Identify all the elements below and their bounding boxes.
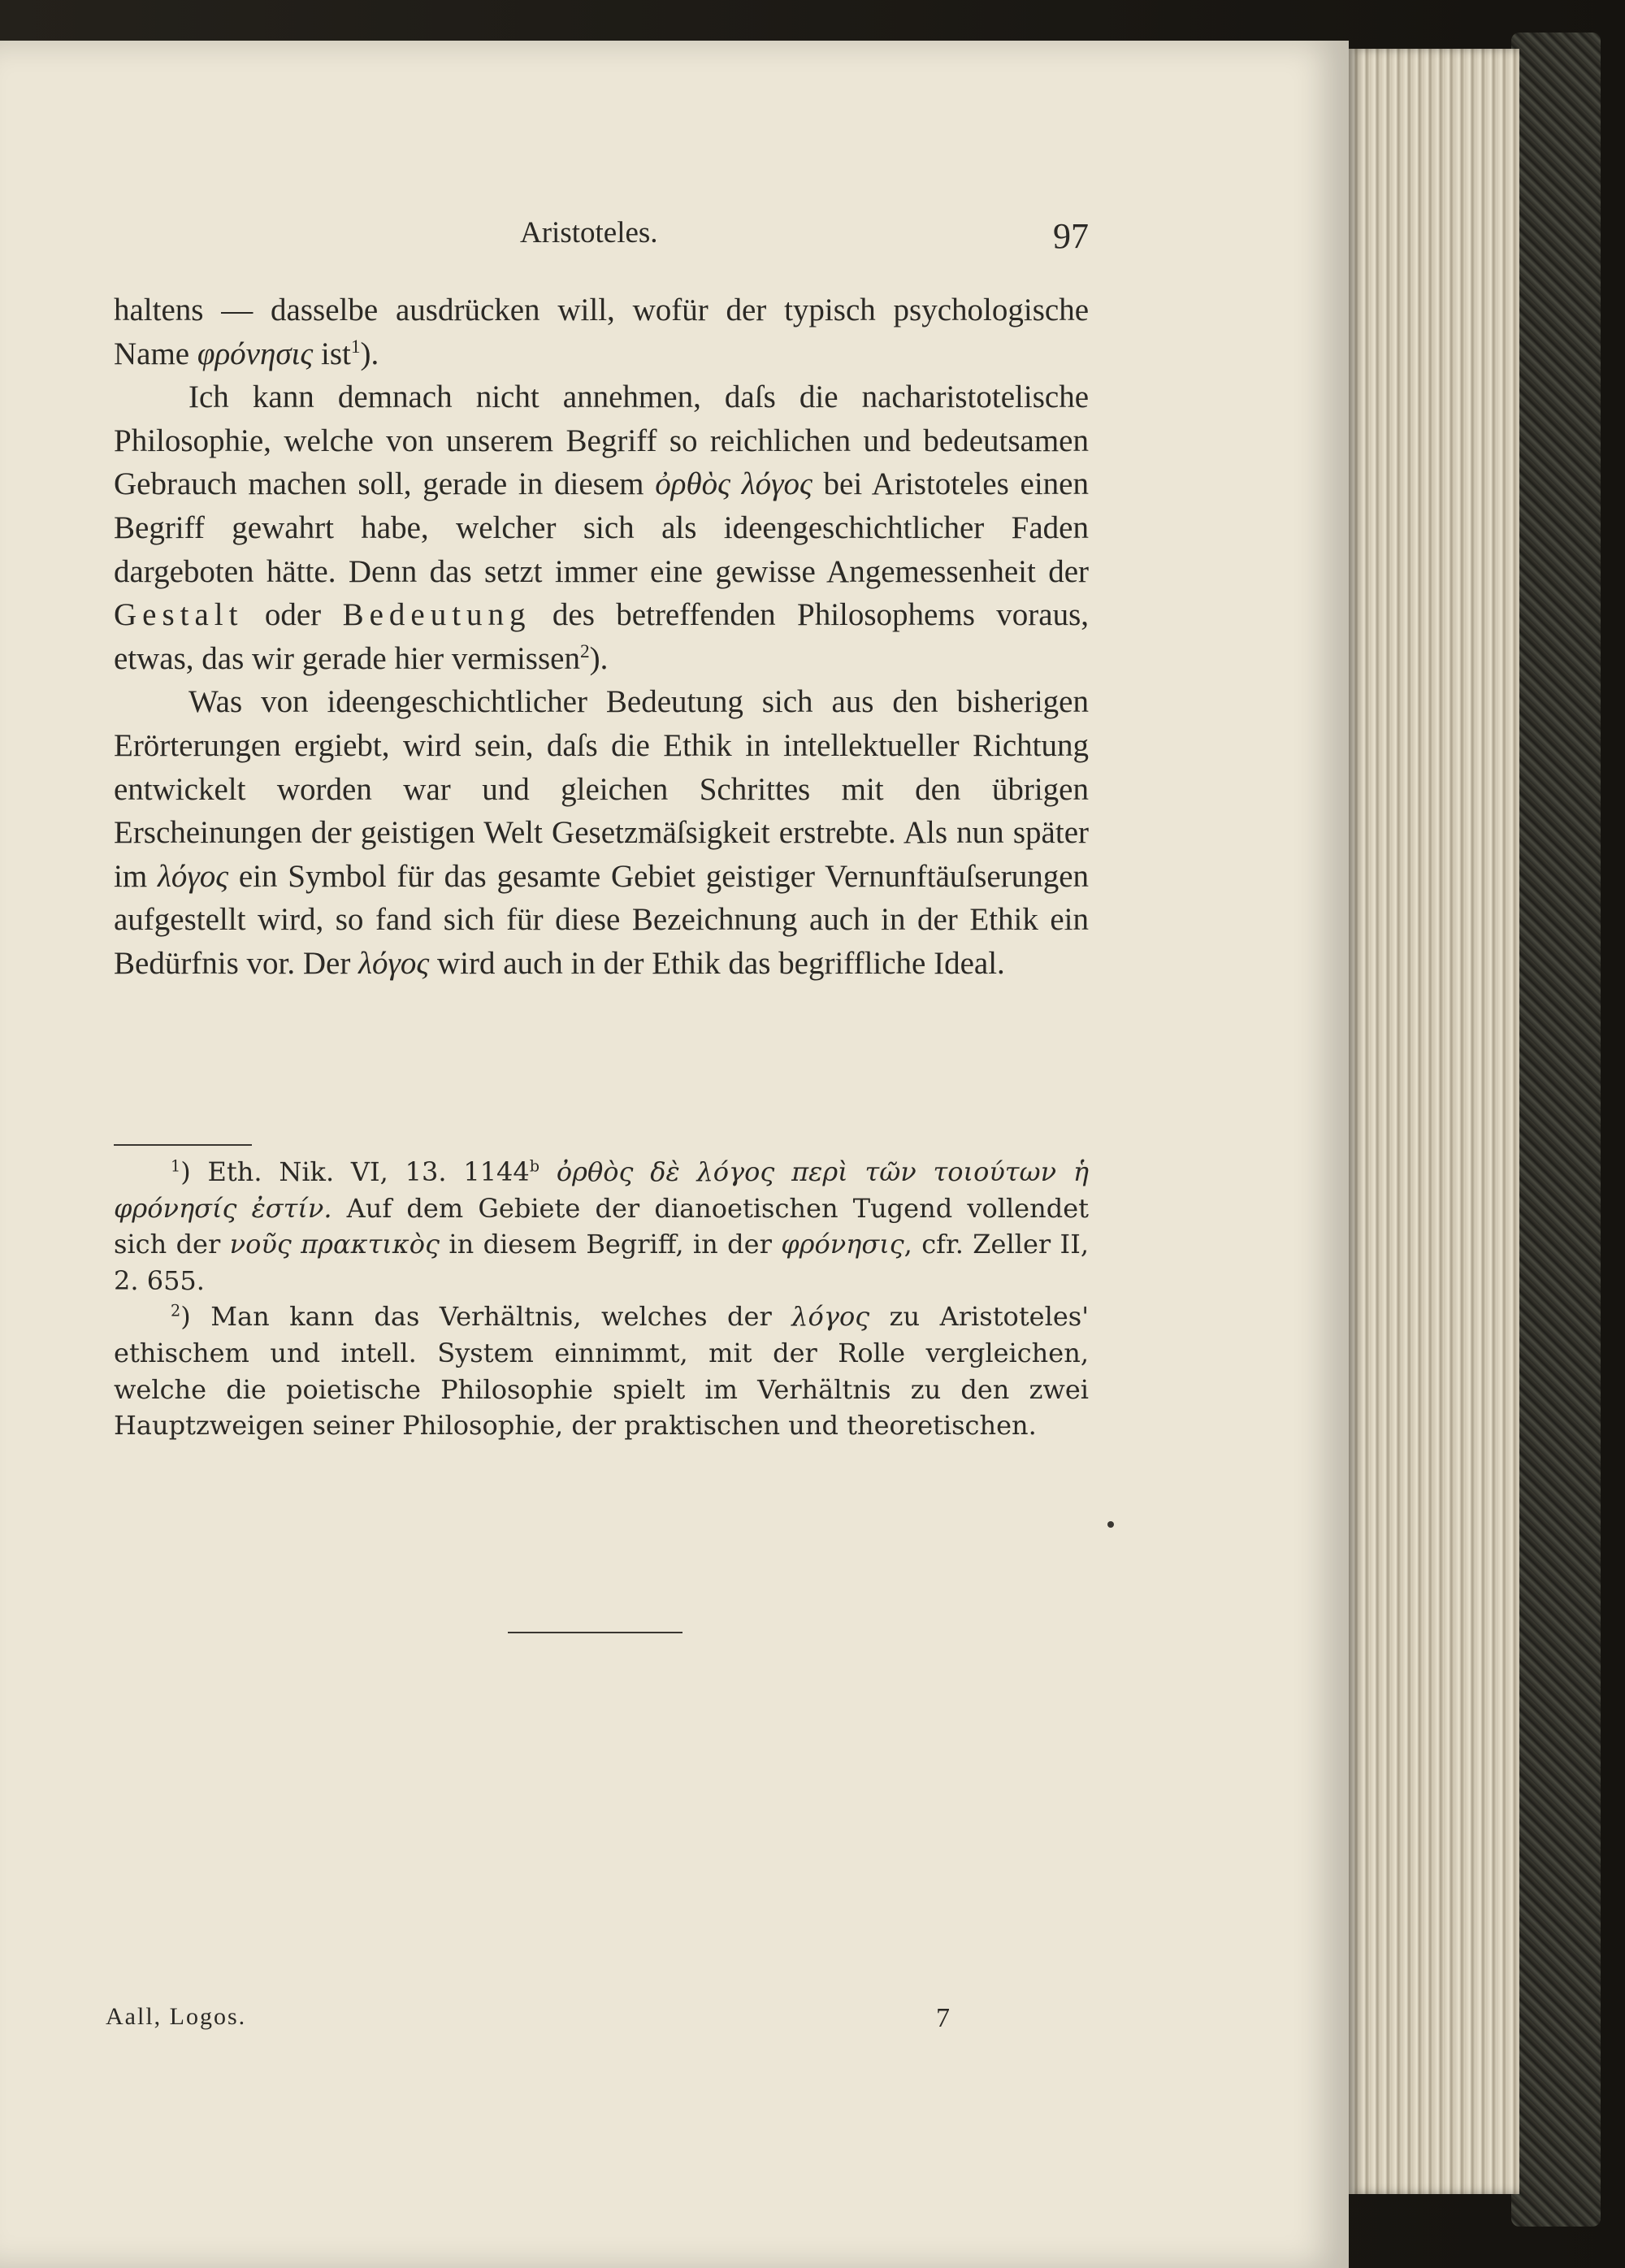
- text-run: ) Eth. Nik. VI, 13. 1144: [180, 1156, 530, 1187]
- text-run: haltens — dasselbe ausdrücken will, wofür der typisch psychologische Name: [114, 293, 1089, 371]
- text-run: Ich kann demnach nicht annehmen, daſs die nacharistotelische Philosophie, welche von unserem Begriff so reichlichen und bedeutsamen Gebrauch machen soll, gerade in diesem: [114, 379, 1089, 502]
- text-run: ).: [589, 640, 609, 676]
- text-run: ist: [313, 336, 351, 371]
- text-run: ein Symbol für das gesamte Gebiet geistiger Vernunftäuſserungen aufgestellt wird, so fand sich für diese Bezeichnung auch in der Ethik ein Bedürfnis vor. Der: [114, 858, 1090, 981]
- greek-term: λόγος: [157, 858, 229, 894]
- greek-term: λόγος: [791, 1301, 870, 1333]
- text-run: in diesem Begriff, in der: [439, 1229, 782, 1260]
- section-end-rule: [508, 1632, 682, 1633]
- greek-term: φρόνησις: [781, 1229, 904, 1260]
- footnote-divider: [114, 1144, 252, 1146]
- footnote-ref-2: 2: [579, 640, 590, 662]
- text-run: des betreffenden Philosophems voraus, etwas, das wir gerade hier vermissen: [114, 597, 1089, 676]
- text-run: ).: [360, 336, 379, 371]
- footnote-marker: 1: [171, 1156, 181, 1176]
- spaced-term: Bedeutung: [342, 597, 531, 633]
- greek-term: φρόνησις: [197, 336, 314, 371]
- page-number: 97: [1053, 216, 1089, 256]
- paragraph-1: [114, 288, 1089, 375]
- text-run: , cfr. Zeller II, 2. 655.: [114, 1229, 1089, 1296]
- text-run: Auf dem Gebiete der dianoetischen Tugend vollendet sich der: [114, 1192, 1089, 1260]
- text-run: wird auch in der Ethik das begriffliche Ideal.: [429, 945, 1005, 981]
- spaced-term: Gestalt: [114, 597, 244, 633]
- book-cover-edge: [1511, 33, 1601, 2227]
- footnote-2: [114, 1299, 1089, 1443]
- footnote-1: [114, 1154, 1089, 1299]
- signature-sheet-number: 7: [936, 2003, 950, 2033]
- text-run: Was von ideengeschichtlicher Bedeutung sich aus den bisherigen Erörterungen ergiebt, wird sein, daſs die Ethik in intellektueller Richtung entwickelt worden war und gleichen Schrittes mit den übrigen Erscheinungen der geistigen Welt Gesetzmäſsigkeit erstrebte. Als nun später im: [114, 684, 1089, 894]
- footnotes: [114, 1154, 1089, 1444]
- paragraph-2: [114, 375, 1089, 680]
- running-title: Aristoteles.: [520, 216, 658, 249]
- ink-speck: [1107, 1521, 1114, 1528]
- footnote-marker: 2: [171, 1301, 181, 1320]
- greek-term: ὀρθὸς λόγος: [655, 466, 812, 502]
- text-run: bei Aristoteles einen Begriff gewahrt habe, welcher sich als ideengeschichtlicher Faden dargeboten hätte. Denn das setzt immer eine gewisse Angemessenheit der: [114, 466, 1089, 589]
- signature-author: Aall, Logos.: [106, 2003, 247, 2030]
- text-run: ) Man kann das Verhältnis, welches der: [180, 1301, 792, 1333]
- greek-term: λόγος: [358, 945, 430, 981]
- signature-line: [106, 2003, 983, 2044]
- main-text: [114, 288, 1089, 986]
- greek-term: νοῦς πρακτικὸς: [229, 1229, 440, 1260]
- paragraph-3: [114, 680, 1089, 985]
- running-head: [520, 183, 1089, 256]
- text-run: oder: [243, 597, 343, 633]
- text-run: zu Aristoteles' ethischem und intell. System einnimmt, mit der Rolle vergleichen, welche die poietische Philosophie spielt im Verhältnis zu den zwei Hauptzweigen seiner Philosophie, der praktischen und theoretischen.: [114, 1301, 1090, 1442]
- footnote-ref-1: 1: [350, 336, 361, 358]
- superscript: b: [529, 1156, 540, 1176]
- page-stack-edge: [1349, 49, 1519, 2194]
- greek-term: ὀρθὸς δὲ λόγος περὶ τῶν τοιούτων ἡ φρόνησίς ἐστίν.: [114, 1156, 1090, 1224]
